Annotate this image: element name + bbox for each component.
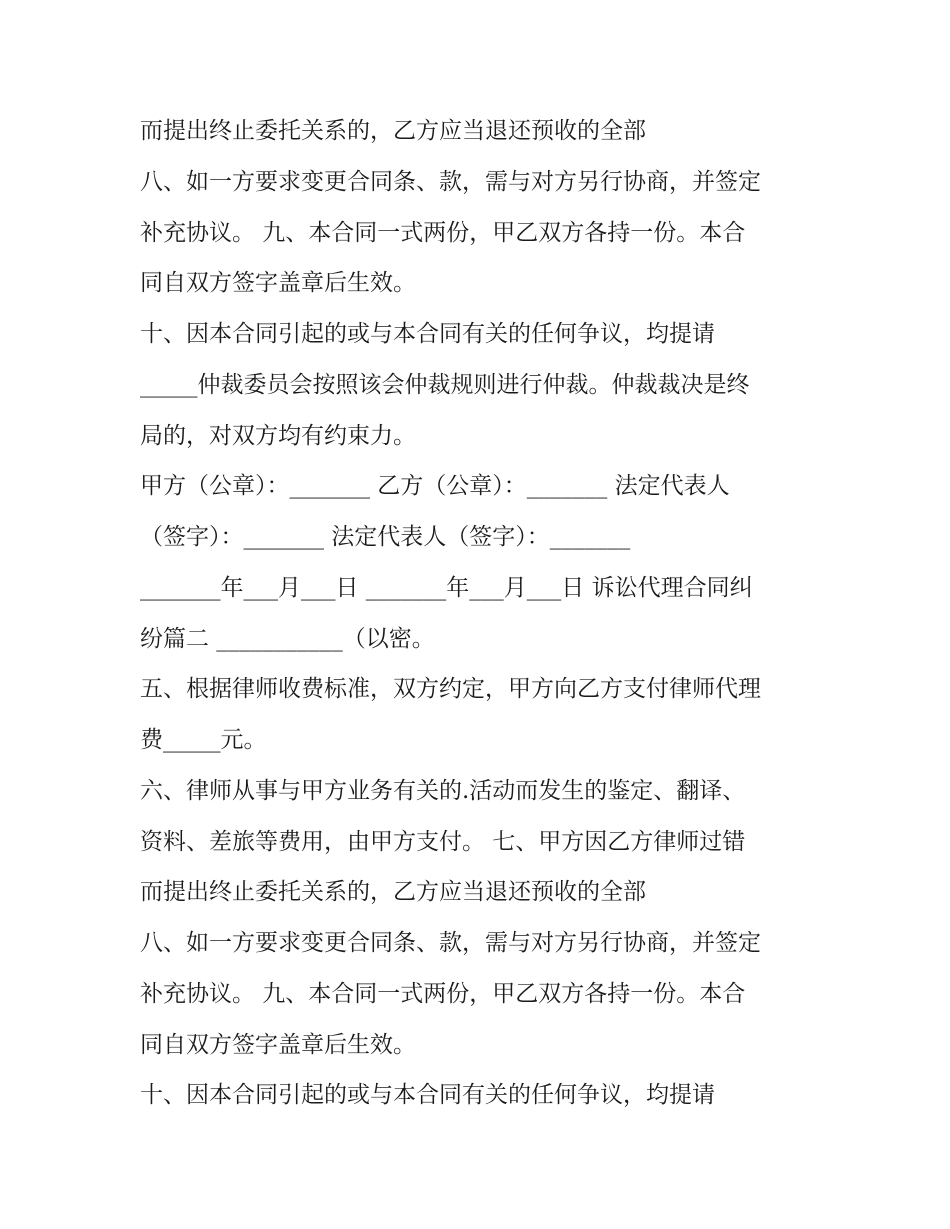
- text-line: （签字）：_______ 法定代表人（签字）：_______: [140, 524, 631, 550]
- text-line: 纷篇二 ___________（以密。: [140, 625, 435, 652]
- text-line: 十、因本合同引起的或与本合同有关的任何争议，均提请: [140, 321, 715, 347]
- text-line: 八、如一方要求变更合同条、款，需与对方另行协商，并签定: [140, 168, 761, 195]
- text-line: 六、律师从事与甲方业务有关的.活动而发生的鉴定、翻译、: [140, 777, 746, 804]
- text-line: 同自双方签字盖章后生效。: [140, 270, 416, 297]
- text-line: 八、如一方要求变更合同条、款，需与对方另行协商，并签定: [140, 930, 761, 956]
- text-line: 甲方（公章）：_______ 乙方（公章）：_______ 法定代表人: [140, 473, 730, 500]
- text-line: 而提出终止委托关系的，乙方应当退还预收的全部: [140, 879, 646, 906]
- text-line: 十、因本合同引起的或与本合同有关的任何争议，均提请: [140, 1082, 715, 1109]
- text-line: 而提出终止委托关系的，乙方应当退还预收的全部: [140, 118, 646, 144]
- text-line: 局的，对双方均有约束力。: [140, 422, 416, 449]
- text-line: 五、根据律师收费标准，双方约定，甲方向乙方支付律师代理: [140, 676, 761, 703]
- text-line: 补充协议。 九、本合同一式两份，甲乙双方各持一份。本合: [140, 219, 746, 246]
- text-line: 资料、差旅等费用，由甲方支付。 七、甲方因乙方律师过错: [140, 828, 746, 855]
- text-line: _____仲裁委员会按照该会仲裁规则进行仲裁。仲裁裁决是终: [140, 371, 750, 398]
- text-line: 费_____元。: [140, 727, 267, 753]
- contract-text: [140, 106, 830, 1121]
- text-line: 补充协议。 九、本合同一式两份，甲乙双方各持一份。本合: [140, 980, 746, 1007]
- text-line: _______年___月___日 _______年___月___日 诉讼代理合同纠: [140, 574, 753, 601]
- text-line: 同自双方签字盖章后生效。: [140, 1031, 416, 1058]
